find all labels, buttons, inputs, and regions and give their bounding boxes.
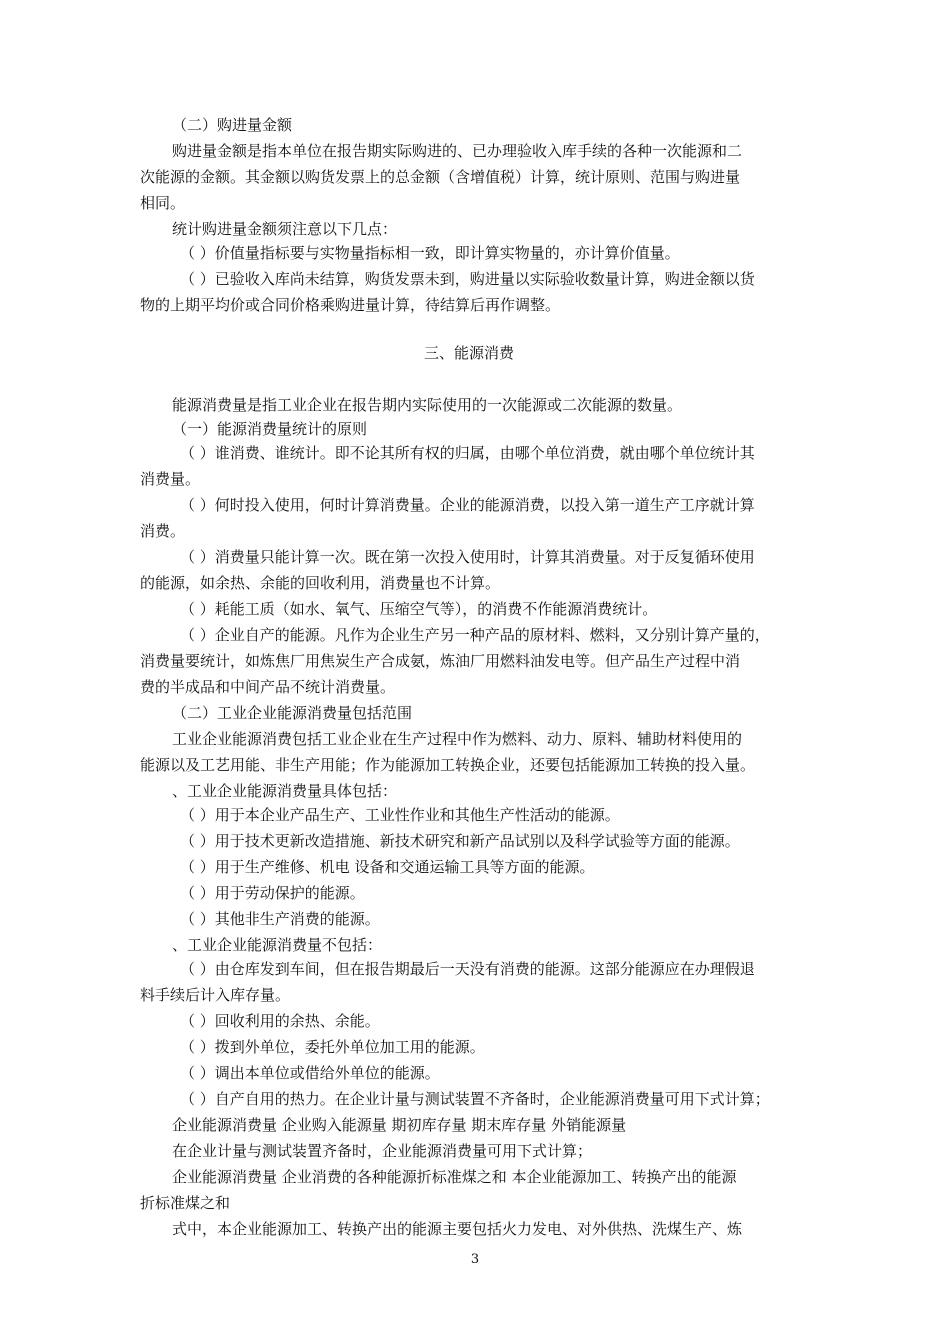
paragraph-line: 消费量要统计，如炼焦厂用焦炭生产合成氨，炼油厂用燃料油发电等。但产品生产过程中消	[140, 652, 741, 670]
formula-line: 企业能源消费量 企业消费的各种能源折标准煤之和 本企业能源加工、转换产出的能源	[172, 1168, 737, 1186]
list-item: （ ）其他非生产消费的能源。	[180, 910, 380, 928]
list-item: （ ）用于技术更新改造措施、新技术研究和新产品试别以及科学试验等方面的能源。	[180, 832, 740, 850]
paragraph-line: 的能源，如余热、余能的回收利用，消费量也不计算。	[140, 574, 501, 592]
list-item: （ ）企业自产的能源。凡作为企业生产另一种产品的原材料、燃料，又分别计算产量的，	[180, 626, 770, 644]
list-item: （ ）回收利用的余热、余能。	[180, 1012, 380, 1030]
section-heading-principles: （一）能源消费量统计的原则	[172, 420, 368, 438]
list-item: （ ）已验收入库尚未结算，购货发票未到，购进量以实际验收数量计算，购进金额以货	[180, 270, 755, 288]
paragraph-line: 料手续后计入库存量。	[140, 986, 291, 1004]
formula-line: 折标准煤之和	[140, 1194, 231, 1212]
subheading-excludes: 、工业企业能源消费量不包括：	[172, 936, 383, 954]
page-number: 3	[470, 1252, 480, 1267]
paragraph-line: 购进量金额是指本单位在报告期实际购进的、已办理验收入库手续的各种一次能源和二	[172, 142, 743, 160]
list-item: （ ）自产自用的热力。在企业计量与测试装置不齐备时，企业能源消费量可用下式计算；	[180, 1090, 770, 1108]
paragraph-line: 统计购进量金额须注意以下几点：	[172, 220, 398, 238]
paragraph-line: 式中，本企业能源加工、转换产出的能源主要包括火力发电、对外供热、洗煤生产、炼	[172, 1220, 743, 1238]
paragraph-line: 消费量。	[140, 470, 201, 488]
paragraph-line: 能源以及工艺用能、非生产用能；作为能源加工转换企业，还要包括能源加工转换的投入量。	[140, 756, 756, 774]
paragraph-line: 消费。	[140, 522, 186, 540]
paragraph-line: 工业企业能源消费包括工业企业在生产过程中作为燃料、动力、原料、辅助材料使用的	[172, 730, 743, 748]
paragraph-line: 次能源的金额。其金额以购货发票上的总金额（含增值税）计算，统计原则、范围与购进量	[140, 168, 741, 186]
list-item: （ ）拨到外单位，委托外单位加工用的能源。	[180, 1038, 485, 1056]
list-item: （ ）耗能工质（如水、氧气、压缩空气等），的消费不作能源消费统计。	[180, 600, 658, 618]
list-item: （ ）价值量指标要与实物量指标相一致，即计算实物量的，亦计算价值量。	[180, 244, 680, 262]
section-heading-purchase-amount: （二）购进量金额	[172, 116, 293, 134]
paragraph-line: 物的上期平均价或合同价格乘购进量计算，待结算后再作调整。	[140, 296, 561, 314]
list-item: （ ）由仓库发到车间，但在报告期最后一天没有消费的能源。这部分能源应在办理假退	[180, 960, 755, 978]
section-heading-scope: （二）工业企业能源消费量包括范围	[172, 704, 413, 722]
paragraph-line: 费的半成品和中间产品不统计消费量。	[140, 678, 396, 696]
list-item: （ ）谁消费、谁统计。即不论其所有权的归属，由哪个单位消费，就由哪个单位统计其	[180, 444, 755, 462]
list-item: （ ）调出本单位或借给外单位的能源。	[180, 1064, 440, 1082]
list-item: （ ）用于本企业产品生产、工业性作业和其他生产性活动的能源。	[180, 806, 620, 824]
paragraph-line: 能源消费量是指工业企业在报告期内实际使用的一次能源或二次能源的数量。	[172, 396, 683, 414]
paragraph-line: 在企业计量与测试装置齐备时，企业能源消费量可用下式计算；	[172, 1142, 593, 1160]
subheading-includes: 、工业企业能源消费量具体包括：	[172, 782, 398, 800]
list-item: （ ）用于生产维修、机电 设备和交通运输工具等方面的能源。	[180, 858, 595, 876]
paragraph-line: 相同。	[140, 194, 186, 212]
list-item: （ ）用于劳动保护的能源。	[180, 884, 365, 902]
list-item: （ ）消费量只能计算一次。既在第一次投入使用时，计算其消费量。对于反复循环使用	[180, 548, 755, 566]
chapter-heading-energy-consumption: 三、能源消费	[424, 344, 515, 362]
list-item: （ ）何时投入使用，何时计算消费量。企业的能源消费，以投入第一道生产工序就计算	[180, 496, 755, 514]
formula-line: 企业能源消费量 企业购入能源量 期初库存量 期末库存量 外销能源量	[172, 1116, 627, 1134]
